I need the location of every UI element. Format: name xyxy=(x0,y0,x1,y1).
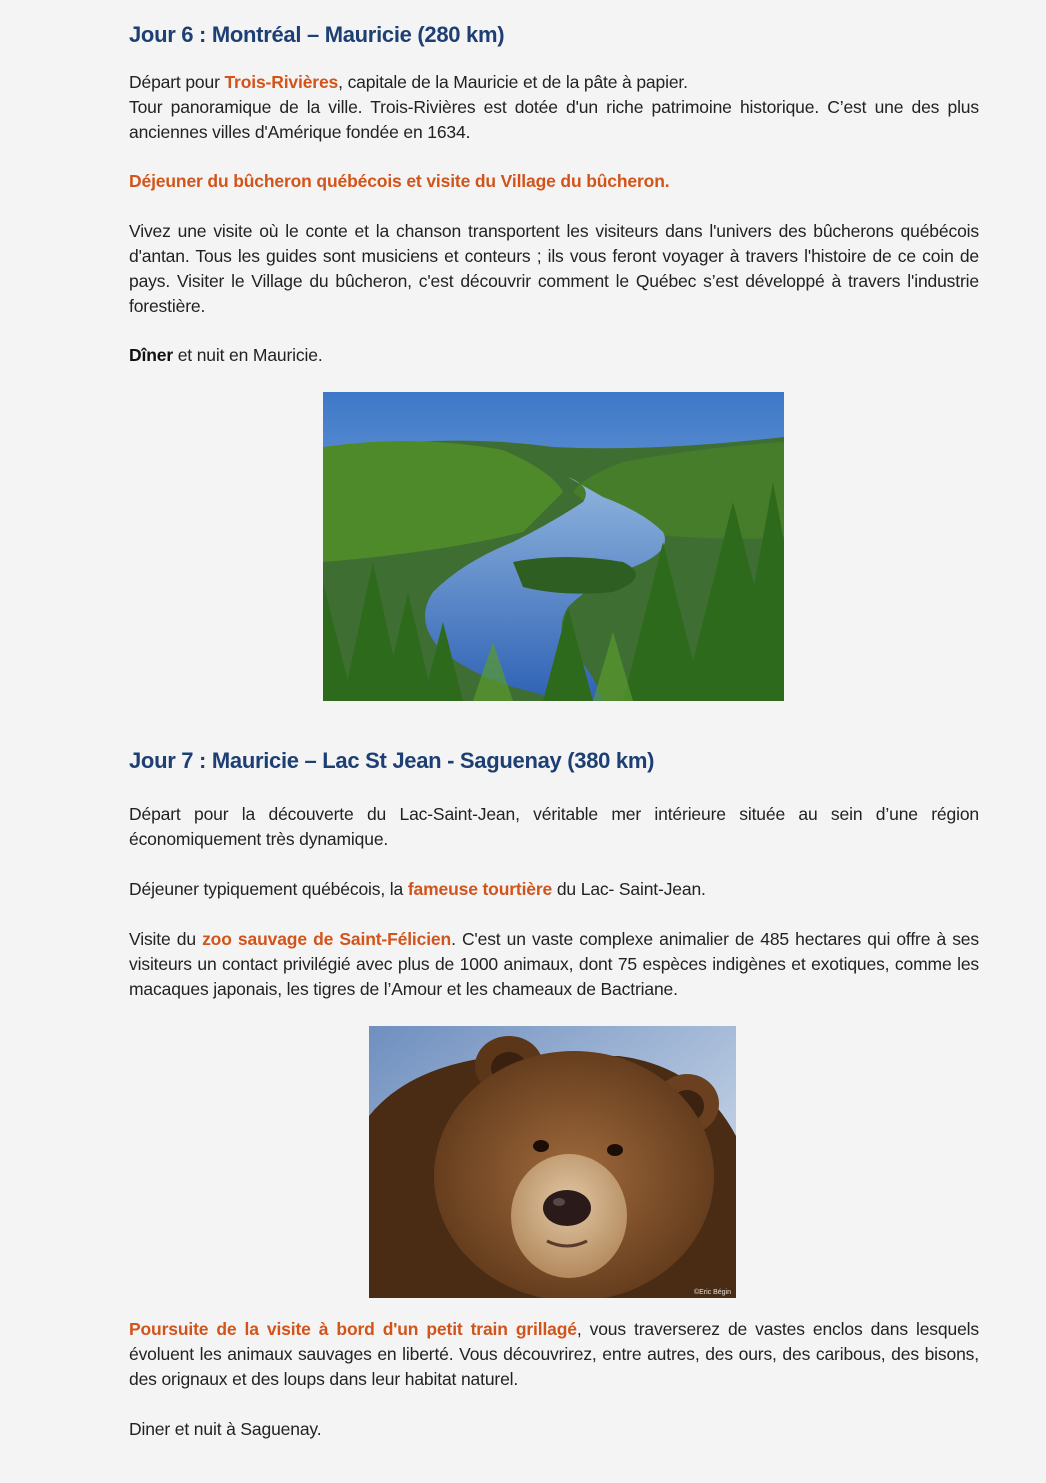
day7-p3-text-b: . C'est un vaste complexe animalier de 485 hectares qui offre à ses visiteurs un contact privilégié avec plus de 1000 animaux, dont 75 espèces indigènes et exotiques, comme les macaques japonais, les tigres de l’Amour et les chameaux de Bactriane. xyxy=(129,929,979,999)
train-highlight: Poursuite de la visite à bord d'un petit train grillagé xyxy=(129,1319,577,1339)
day7-p2-text-a: Déjeuner typiquement québécois, la xyxy=(129,879,408,899)
day6-p1-text-a: Départ pour xyxy=(129,72,225,92)
day6-p1-text-b: , capitale de la Mauricie et de la pâte à papier. xyxy=(338,72,688,92)
day7-p2-text-b: du Lac- Saint-Jean. xyxy=(552,879,706,899)
day6-paragraph-2: Vivez une visite où le conte et la chanson transportent les visiteurs dans l'univers des bûcherons québécois d'antan. Tous les guides sont musiciens et conteurs ; ils vous feront voyager à travers l'histoire de ce coin de pays. Visiter le Village du bûcheron, c'est découvrir comment le Québec s’est développé à travers l'industrie forestière. xyxy=(129,221,979,316)
bear-photo xyxy=(369,1026,736,1298)
day6-p1-line2: Tour panoramique de la ville. Trois-Rivières est dotée d'un riche patrimoine historique. C’est une des plus anciennes villes d'Amérique fondée en 1634. xyxy=(129,97,979,142)
lake-landscape-photo xyxy=(323,392,784,701)
tourtiere-highlight: fameuse tourtière xyxy=(407,879,553,899)
day7-paragraph-3 xyxy=(129,927,979,1002)
day6-dinner-rest: et nuit en Mauricie. xyxy=(172,345,323,365)
day7-paragraph-4 xyxy=(129,1317,979,1392)
bear-photo-credit: ©Eric Bégin xyxy=(693,1289,731,1296)
day7-p4-text-b: , vous traverserez de vastes enclos dans lesquels évoluent les animaux sauvages en liberté. Vous découvrirez, entre autres, des ours, des caribous, des bisons, des orignaux et des loups dans leur habitat naturel. xyxy=(129,1319,979,1389)
day6-dinner-bold: Dîner xyxy=(129,345,173,365)
day7-title: Jour 7 : Mauricie – Lac St Jean - Saguenay (380 km) xyxy=(129,748,655,773)
day6-lunch-highlight: Déjeuner du bûcheron québécois et visite du Village du bûcheron. xyxy=(129,171,670,191)
day7-p3-text-a: Visite du xyxy=(129,929,203,949)
day7-dinner: Diner et nuit à Saguenay. xyxy=(129,1419,322,1439)
day6-paragraph-1 xyxy=(129,70,979,145)
day6-dinner xyxy=(129,343,979,368)
day7-paragraph-1: Départ pour la découverte du Lac-Saint-Jean, véritable mer intérieure située au sein d’une région économiquement très dynamique. xyxy=(129,804,979,849)
day7-paragraph-2 xyxy=(129,877,979,902)
trois-rivieres-highlight: Trois-Rivières xyxy=(224,72,339,92)
zoo-highlight: zoo sauvage de Saint-Félicien xyxy=(202,929,452,949)
day6-title: Jour 6 : Montréal – Mauricie (280 km) xyxy=(129,22,505,47)
